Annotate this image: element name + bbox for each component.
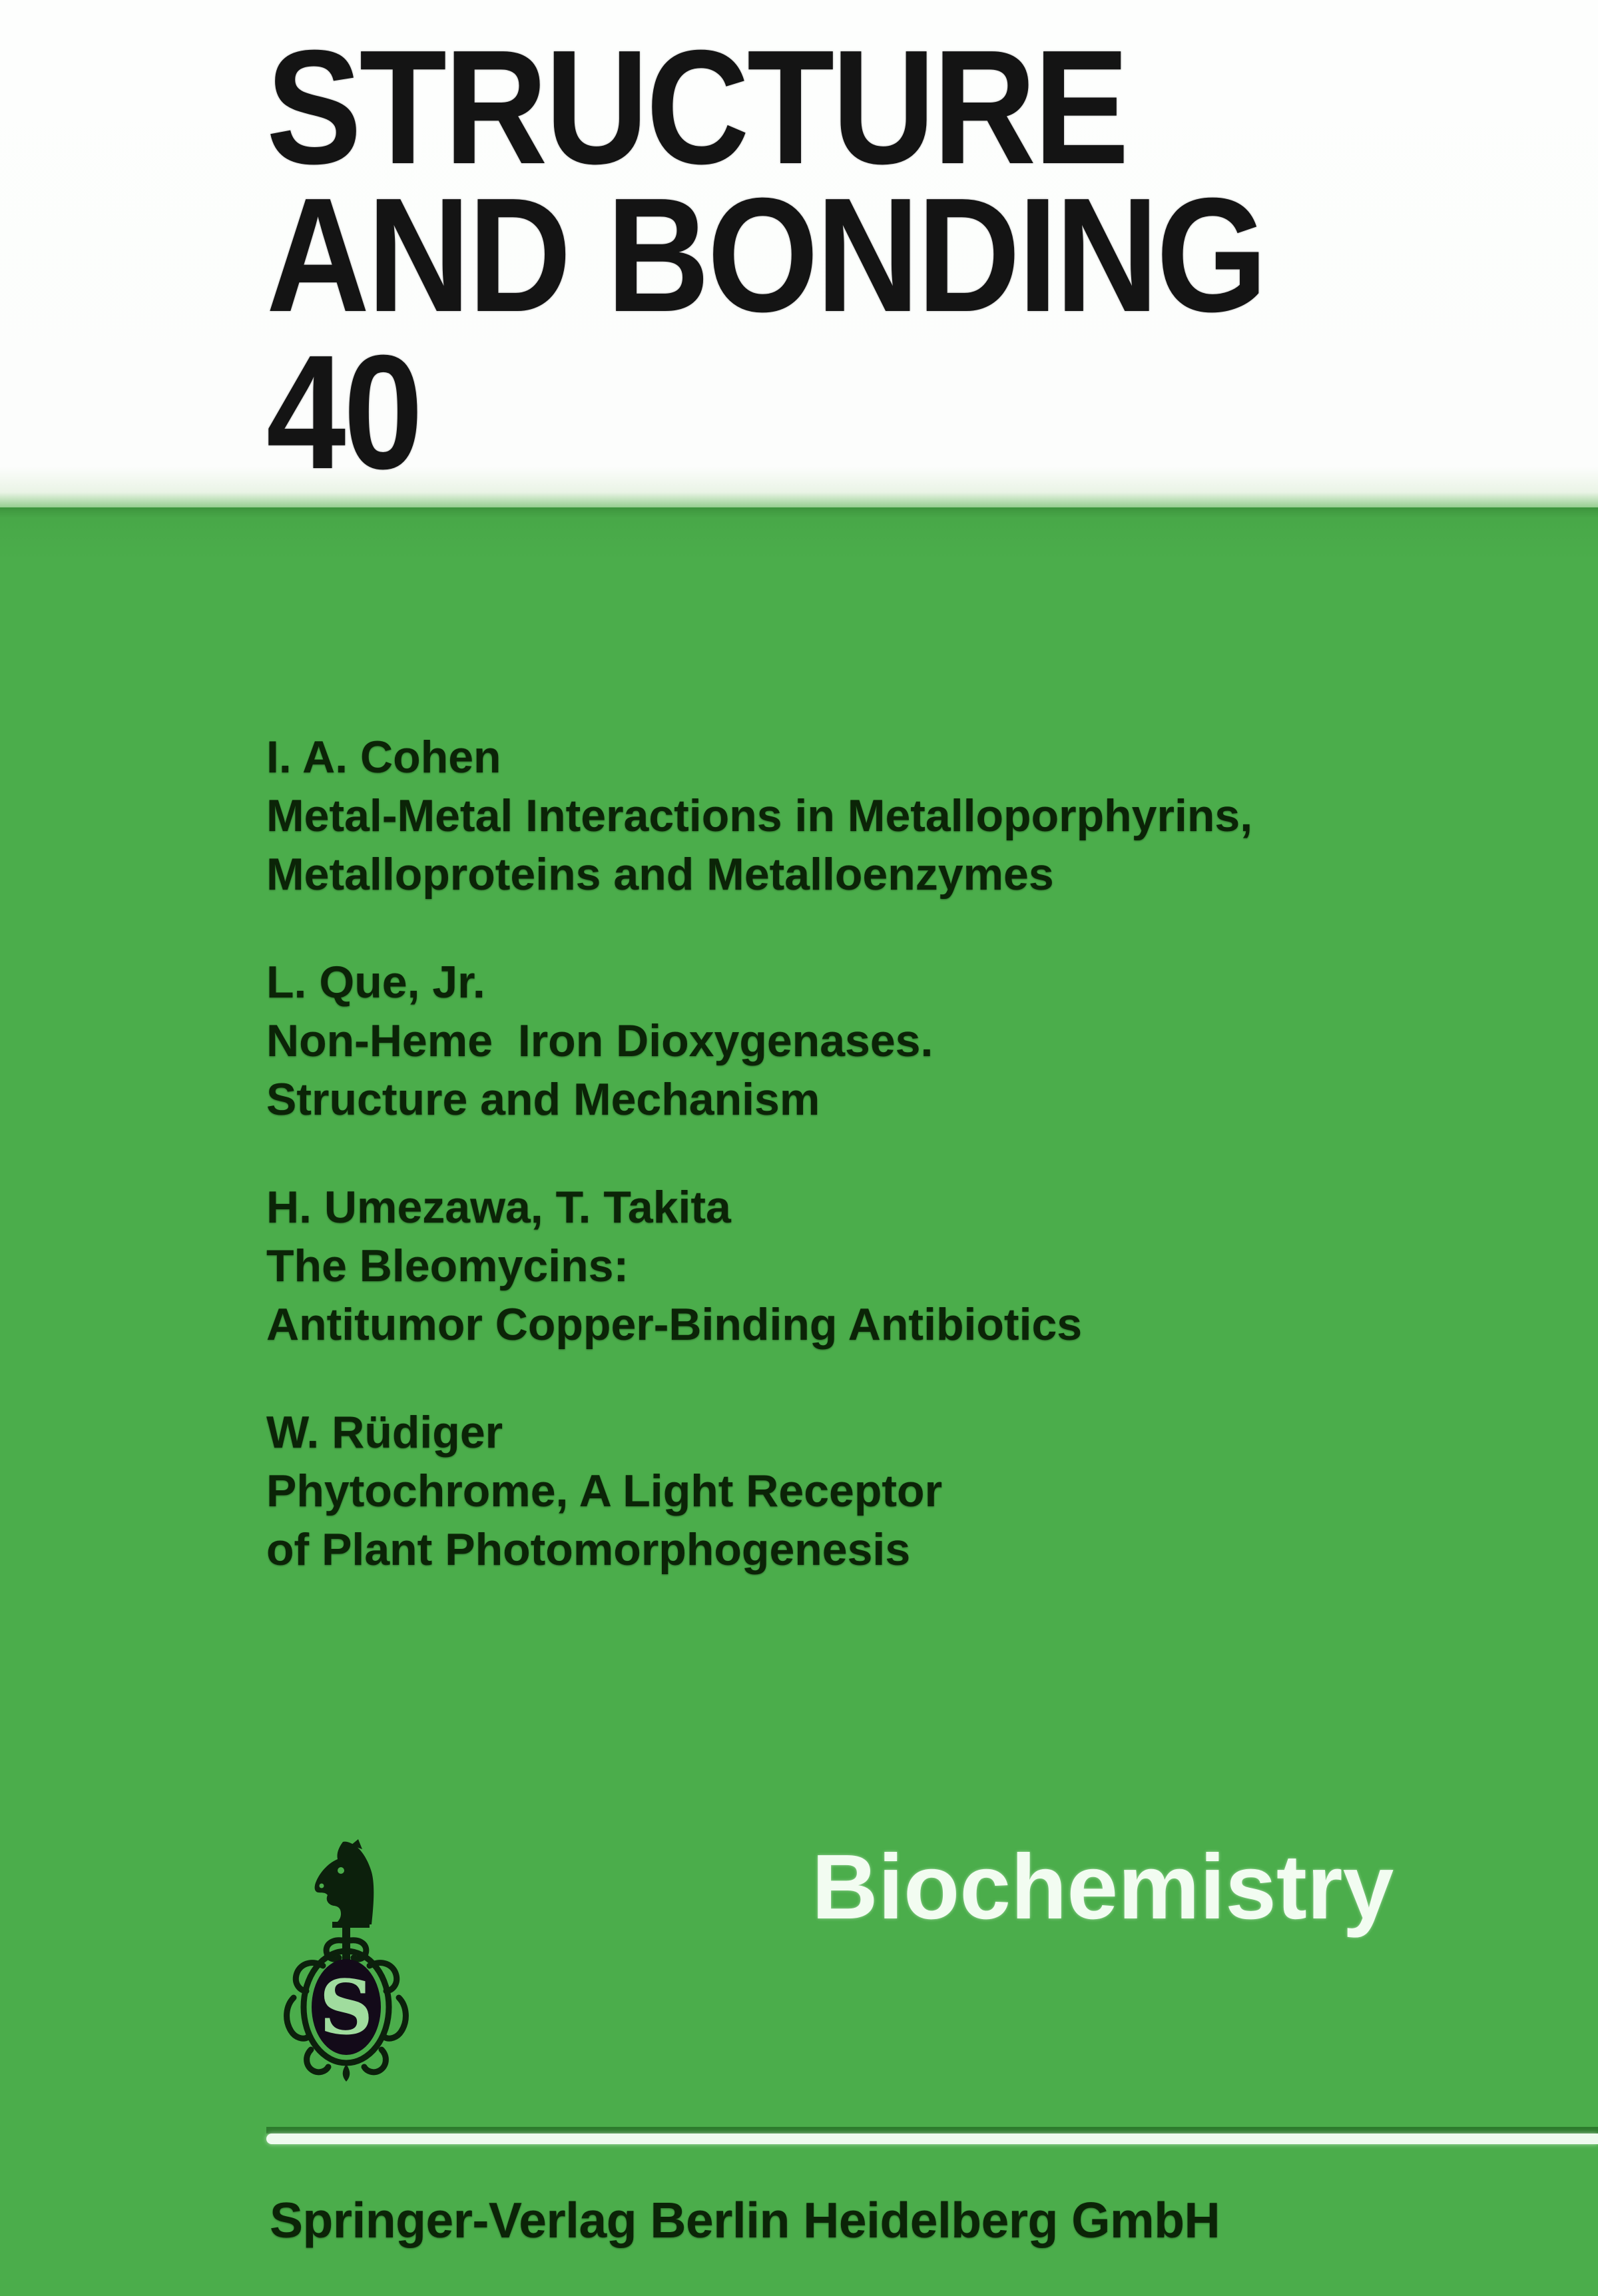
article-authors: I. A. Cohen (266, 732, 501, 782)
publisher-imprint: Springer-Verlag Berlin Heidelberg GmbH (270, 2192, 1220, 2248)
article-block (266, 953, 1252, 1129)
series-title (266, 16, 1266, 503)
article-block (266, 1178, 1252, 1354)
article-title-line: The Bleomycins: (266, 1241, 629, 1291)
article-block (266, 1403, 1252, 1579)
article-title-line: of Plant Photomorphogenesis (266, 1524, 911, 1575)
article-authors: H. Umezawa, T. Takita (266, 1182, 731, 1233)
knight-icon (315, 1839, 374, 1928)
series-title-line1: STRUCTURE (266, 16, 1127, 198)
article-title-line: Metal-Metal Interactions in Metalloporphyrins, (266, 790, 1253, 841)
article-title-line: Antitumor Copper-Binding Antibiotics (266, 1299, 1083, 1350)
rule-shadow (266, 2127, 1598, 2134)
article-title-line: Non-Heme Iron Dioxygenases. (266, 1015, 933, 1066)
article-authors: W. Rüdiger (266, 1407, 503, 1458)
volume-number: 40 (266, 321, 421, 503)
springer-logo (276, 1839, 416, 2087)
subject-label: Biochemistry (812, 1836, 1394, 1938)
article-title-line: Phytochrome, A Light Receptor (266, 1466, 943, 1516)
article-authors: L. Que, Jr. (266, 957, 485, 1007)
monogram-s: S (319, 1964, 374, 2052)
divider-rule (266, 2134, 1598, 2144)
article-block (266, 728, 1252, 904)
article-title-line: Metalloproteins and Metalloenzymes (266, 849, 1054, 900)
article-list (266, 728, 1252, 1628)
article-title-line: Structure and Mechanism (266, 1074, 820, 1125)
series-title-line2: AND BONDING (266, 164, 1266, 346)
